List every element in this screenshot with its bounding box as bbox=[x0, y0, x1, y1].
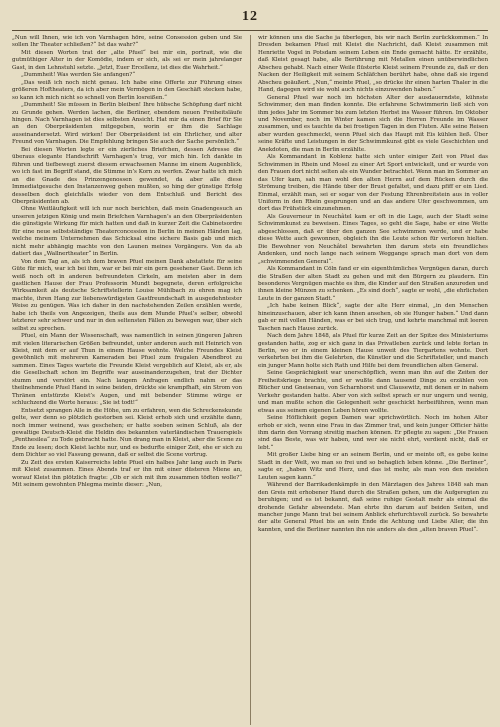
paragraph: „Ich habe keinen Blick“, sagte der alte Herr einmal, „in den Menschen hineinzuschauen, aber ich kann ihnen ansehen, ob sie Hunger haben.“ Und dann gab er mit vollen Händen, was er bei sich trug, und kehrte manchmal mit leeren Taschen nach Hause zurück. bbox=[258, 303, 488, 332]
paragraph: „Nun will Ihnen, wie ich von Varnhagen höre, seine Consession geben und Sie sollen Ihr Theater schließen?“ Ist das wahr?“ bbox=[12, 35, 242, 49]
paragraph: Von dem Tag an, als ich dem braven Pfuel meinen Dank abstattete für seine Güte für mich, war ich bei ihm, war er bei mir ein gern gesehener Gast. Denn ich weiß noch oft in anderen befreundeten Cirkeln, am meisten aber in dem gastlichen Hause der Frau Professorin Mundt begegnete, deren erfolgreiche Wirksamkeit als deutsche Schriftstellerin Louise Mühlbach zu ehren mag ich machte, ihren Hang zur liebenswürdigsten Gastfreundschaft in ausgedehntester Weise zu genügen. Was ich daher in den nachstehenden Zeilen erzählen werde, habe ich theils von Angezeigen, theils aus dem Munde Pfuel’s selber, obwohl letzterer sehr schwer und nur in den seltensten Fällen zu bewegen war, über sich selbst zu sprechen. bbox=[12, 258, 242, 332]
paragraph: Mit großer Liebe hing er an seinem Berlin, und er meinte oft, es gebe keine Stadt in der Welt, wo man so frei und so behaglich leben könne. „Die Berliner“, sagte er, „haben Witz und Herz, und das ist mehr, als man von den meisten Leuten sagen kann.“ bbox=[258, 452, 488, 481]
paragraph: „Dummheit! Was werden Sie anfangen?“ bbox=[21, 72, 136, 79]
paragraph: Bei diesen Worten legte er ein zierliches Briefchen, dessen Adresse die überaus elegante Handschrift Varnhagen’s trug, vor mich hin. Ich dankte in führen und tiefbewegt zuerst diesem erwachsenen Manne im einem Augenblick, wo ich fast im Begriff stand, die Stimme in’s Korn zu werfen. Zwar hatte ich mich an die Gnade des Prinzengenossen gewendet, da aber alle diese Immediatgesuche den Instanzenweg gehen mußten, so hing der günstige Erfolg desselben doch gleichfalls wieder von dem Entschluß und Bericht des Oberpräsidenten ab. bbox=[12, 146, 242, 205]
paragraph: Als Gouverneur in Neuchâtel kam er oft in die Lage, auch der Stadt seine Schwimmkunst zu beweisen. Eines Tages, so geht die Sage, habe er eine Wette abgeschlossen, daß er über den ganzen See schwimmen werde, und er habe diese Wette auch gewonnen, obgleich ihn die Leute schon für verloren hielten. Die Bewohner von Neuchâtel bewahrten ihm darum stets ein freundliches Andenken, und noch lange nach seinem Weggange sprach man dort von dem „schwimmenden General“. bbox=[258, 213, 488, 265]
paragraph: Ohne Weitläufigkeit will ich nur noch berichten, daß mein Gnadengesuch an unseren jetzigen König und mein Briefchen Varnhagen’s an den Oberpräsidenten die günstigste Wirkung für mich hatten und daß in kurzer Zeit die Cabinetsordre für eine neue selbstständige Theaterconcession in Berlin in meinen Händen lag, welche meinem Unternehmen das Schicksal eine sichere Basis gab und mich nicht mehr abhängig machte von den Launen meines Vorgängers. Von da ab datiert das „Wallnertheater“ in Berlin. bbox=[12, 206, 242, 258]
paragraph: Zu Zeit des ersten Kaiserreichs lebte Pfuel ein halbes Jahr lang auch in Paris mit Kleist zusammen. Eines Abends traf er ihn mit einer düsteren Miene an, worauf Kleist ihn plötzlich fragte: „Ob er sich mit ihm zusammen tödten wolle?“ Mit seinem gewohnten Phlegma meinte dieser: „Nun, bbox=[12, 459, 242, 489]
page-header bbox=[12, 8, 488, 31]
paragraph: „Das weiß ich noch nicht genau. Ich habe eine Offerte zur Führung eines größeren Hoftheaters, da ich aber mein Vermögen in den Geschäft stecken habe, so kann ich mich nicht so schnell von Berlin losreißen.“ bbox=[12, 79, 242, 101]
paragraph: Pfuel, ein Mann der Wissenschaft, was namentlich in seinen jüngeren Jahren mit vielen literarischen Größen befreundet, unter anderen auch mit Heinrich von Kleist, mit dem er auf Thun in einem Hause wohnte. Welche Freundes Kleist gewöhnlich mit mehreren Kameraden bei Pfuel zum frugalen Abendbrot zu sammen. Eines Tages wartete die Freunde Kleist vergeblich auf Kleist, als er, als die Gesellschaft schon im Begriffe war auseinanderzugehen, trat der Dichter stumm und verstört ein. Nach langem Anfragen endlich nahm er das theilnehmende Pfuel Hand in seine beiden, drückte sie krampfhaft, ein Strom von Thränen entstürzte Kleist’s Augen, und mit bebender Stimme würge er schluchzend die Worte heraus: „Sie ist todt!“ bbox=[12, 333, 242, 407]
paragraph: wir können uns die Sache ja überlegen, bis wir nach Berlin zurückkommen.“ In Dresden bekamen Pfuel mit Kleist die Nachricht, daß Kleist zusammen mit Henriette Vogel in Potsdam seinem Leben ein Ende gemacht hätte. Er erzählte, daß Kleist gesagt habe, alle Berührung mit Metallen einen unüberwindlichen Abscheu gehabt. Nach einer Weile flüsterte Kleist seinem Freunde zu, daß er den Nacken der Heiligkeit mit seinem Schläfchen berührt habe, ohne daß sie irgend Abscheu geäußert. „Nun,“ meinte Pfuel, „so drücke ihr einen harten Thaler in die Hand, dagegen wird sie wohl auch nichts einzuwenden haben.“ bbox=[258, 35, 488, 94]
column-left bbox=[12, 35, 242, 725]
column-right bbox=[250, 35, 488, 725]
paragraph: Als Kommandant in Cöln fand er ein eigenthümliches Vergnügen daran, durch die Straßen der alten Stadt zu gehen und mit den Bürgern zu plaudern. Ein besonderes Vergnügen machte es ihm, die Kinder auf den Straßen anzureden und ihnen kleine Münzen zu schenken. „Es sind doch“, sagte er wohl, „die ehrlichsten Leute in der ganzen Stadt.“ bbox=[258, 266, 488, 302]
paragraph: Während der Barrikadenkämpfe in den Märztagen des Jahres 1848 sah man den Greis mit erhobener Hand durch die Straßen gehen, um die Aufgeregten zu beruhigen; und es ist bekannt, daß seine ruhige Gestalt mehr als einmal die drohende Gefahr abwendete. Man ehrte ihn darum auf beiden Seiten, und mancher junge Mann trat bei seinem Anblick ehrfurchtsvoll zurück. So bewahrte der alte General Pfuel bis an sein Ende die Achtung und Liebe Aller, die ihn kannten, und die Berliner nannten ihn nie anders als den „alten braven Pfuel“. bbox=[258, 482, 488, 533]
paragraph: General Pfuel war noch im höchsten Alter der ausdauerndste, kühnste Schwimmer, den man finden konnte. Die erfahrene Schwimmerin ließ sich von ihm jedes Jahr im Sommer bis zum letzten Herbst ins Wasser führen. Im Oktober und November, noch im Winter kamen sich die Herren Freunde im Wasser zusammen, und es tauchte da bei frostigen Tagen in den Fluten. Alle seine Reisen aber wurden geschmeckt, wenn Pfuel sich das Haupt mit Eis kühlen ließ. Über seine Kräfte und Leistungen in der Schwimmkunst gibt es viele Geschichten und Anekdoten, die man in Berlin erzählte. bbox=[258, 94, 488, 153]
text-columns bbox=[12, 35, 488, 725]
paragraph: Als Kommandant in Koblenz hatte sich unter einiger Zeit von Pfuel das Schwimmen in Rhein und Mosel zu einer Art Sport entwickelt, und er wurde von den Frauen dort nicht selten als ein Wunder betrachtet. Wenn man im Sommer an das Ufer kam, sah man wohl den alten Herrn auf dem Rücken durch die Strömung treiben, die Hände über der Brust gefaltet, und dazu pfiff er ein Lied. Einmal, erzählt man, sei er sogar von der Festung Ehrenbreitstein aus in voller Uniform in den Rhein gesprungen und an das andere Ufer geschwommen, um dort das Frühstück einzunehmen. bbox=[258, 154, 488, 213]
paragraph: Entsetzt sprangen Alle in die Höhe, um zu erfahren, wen die Schreckenskunde gelte, wer denn so plötzlich gestorben sei. Kleist erhob sich und erzählte dann, noch immer weinend, was geschehen; er hatte soeben seinen Schluß, als der gewaltige Deutsch-Kleist die Heldin des bekannten vaterländischen Trauerspiels „Penthesilea“ zu Tode gebracht hatte. Nun drang man in Kleist, aber die Scene zu Ende zu lesen; doch Kleist lachte nur, und es bedurfte einiger Zeit, ehe er sich zu dem Dichter so viel Fassung gewann, daß er selbst die Scene vortrug. bbox=[12, 407, 242, 459]
paragraph: Nach dem Jahre 1848, als Pfuel für kurze Zeit an der Spitze des Ministeriums gestanden hatte, zog er sich ganz in das Privatleben zurück und lebte fortan in Berlin, wo er in einem kleinen Hause unweit des Tiergartens wohnte. Dort verkehrten bei ihm die Gelehrten, die Künstler und die Schriftsteller, und manch ein junger Mann holte sich Rath und Hilfe bei dem freundlichen alten General. bbox=[258, 333, 488, 369]
paragraph: Seine Höflichkeit gegen Damen war sprichwörtlich. Noch im hohen Alter erhob er sich, wenn eine Frau in das Zimmer trat, und kein junger Officier hätte ihm darin den Vorrang streitig machen können. Er pflegte zu sagen: „Die Frauen sind das Beste, was wir haben, und wer sie nicht ehrt, verdient nicht, daß er lebt.“ bbox=[258, 415, 488, 451]
page-number: 12 bbox=[242, 9, 258, 24]
paragraph: Mit diesen Worten trat der „alte Pfuel“ bei mir ein, portrait, wie die gutmüthiger Alter in der Komödie, indem er sich, als sei er mein jahrelanger Gast, in den Lehnstuhl setzte. „Jetzt, Euer Ercellenz, ist dies die Wahrheit.“ bbox=[12, 49, 242, 71]
paragraph: Seine Gesprächigkeit war unerschöpflich, wenn man ihn auf die Zeiten der Freiheitskriege brachte, und er wußte dann tausend Dinge zu erzählen von Blücher und Gneisenau, von Scharnhorst und Clausewitz, mit denen er in nahem Verkehr gestanden hatte. Aber von sich selbst sprach er nur ungern und wenig, und man mußte schon die Gelegenheit sehr geschickt herbeiführen, wenn man etwas aus seinem eigenen Leben hören wollte. bbox=[258, 370, 488, 414]
paragraph: „Dummheit! Sie müssen in Berlin bleiben! Ihre hübsche Schöpfung darf nicht zu Grunde gehen. Werden lachen, die Berliner, ebendem neuen Freiheitsläufe hingen. Nach Varnhagen ist dies selbsten Ansicht. Hat mir da einen Brief für Sie an den Oberpräsidenten mitgegeben, worin er ihm die Sachlage auseinandersetzt. Wird wirken! Der Oberpräsident ist ein Ehrlicher, und alter Freund von Varnhagen. Die Empfehlung bringen Sie auch der Sache persönlich.“ bbox=[12, 102, 242, 146]
